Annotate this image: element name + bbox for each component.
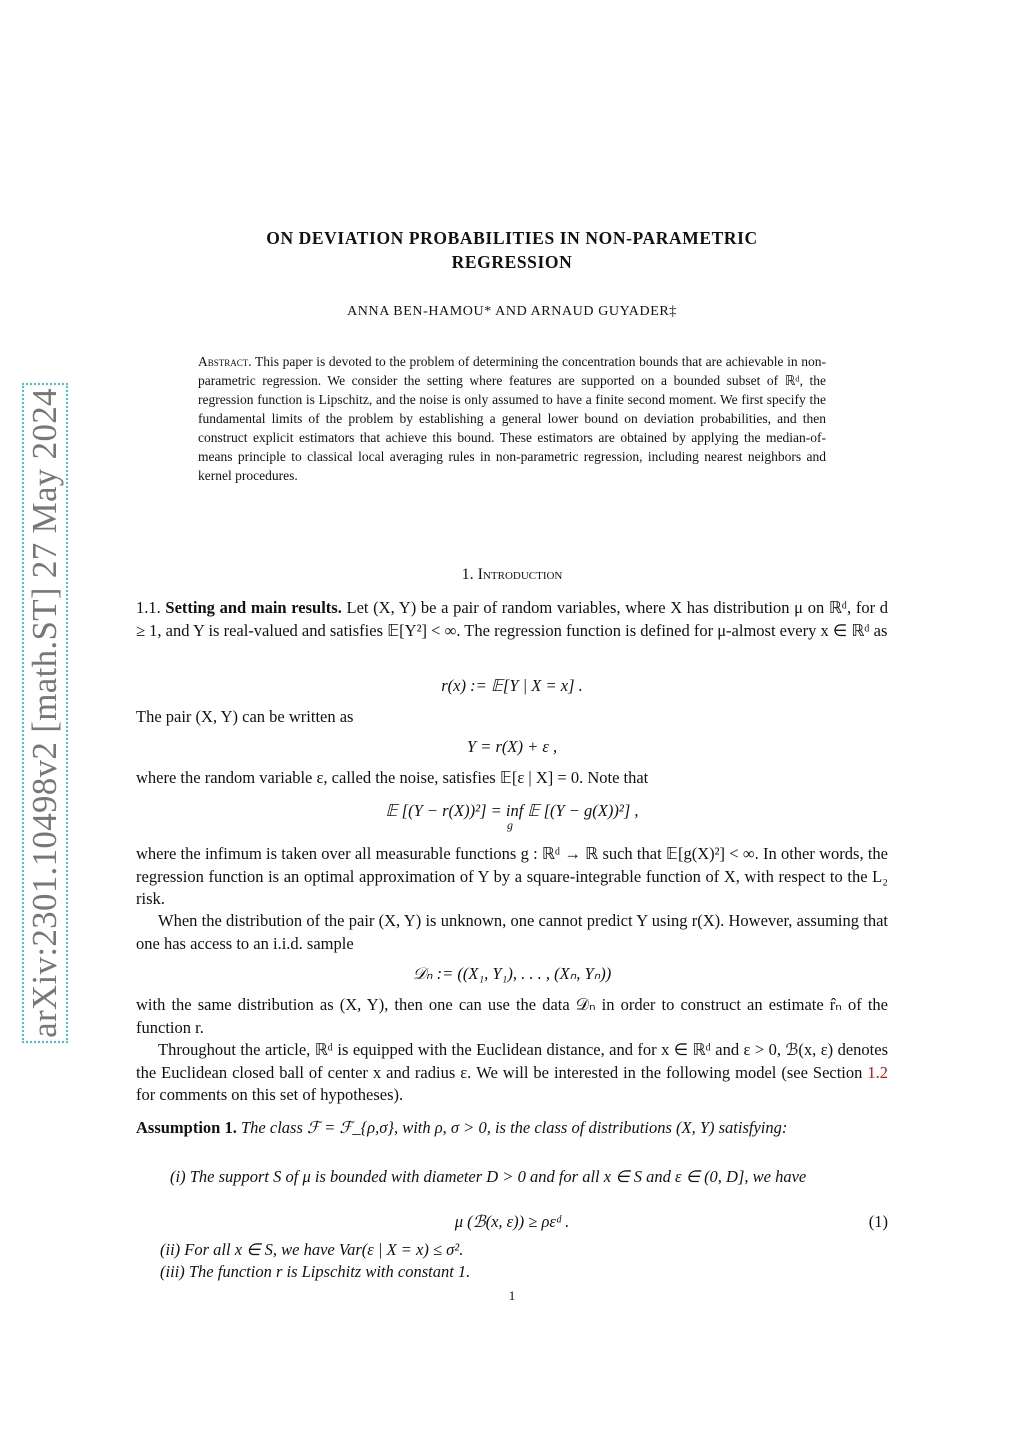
paragraph-7-text-end: for comments on this set of hypotheses). [136, 1085, 404, 1104]
abstract-text: This paper is devoted to the problem of determining the concentration bounds that are achievable in non-parametric regression. We consider the setting where features are supported on a bounded subset of ℝᵈ, the regression function is Lipschitz, and the noise is only assumed to have a finite second moment. We first specify the fundamental limits of the problem by establishing a general lower bound on deviation probabilities, and then construct explicit estimators that achieve this bound. These estimators are obtained by applying the median-of-means principle to classical local averaging rules in non-parametric regression, including nearest neighbors and kernel procedures. [198, 354, 826, 483]
assumption-text: The class ℱ = ℱ_{ρ,σ}, with ρ, σ > 0, is the class of distributions (X, Y) satisfying: [241, 1118, 788, 1137]
paragraph-4: where the infimum is taken over all measurable functions g : ℝᵈ → ℝ such that 𝔼[g(X)²] < ∞. In other words, the regression function is an optimal approximation of Y by a square-integrable function of X, with respect to the L₂ risk. [136, 844, 888, 908]
equation-sample: 𝒟ₙ := ((X₁, Y₁), . . . , (Xₙ, Yₙ)) [412, 964, 612, 983]
equation-number-1: (1) [868, 1212, 888, 1231]
authors: ANNA BEN-HAMOU* AND ARNAUD GUYADER‡ [347, 304, 677, 319]
assumption-label: Assumption 1. [136, 1118, 237, 1137]
equation-model: Y = r(X) + ε , [466, 737, 558, 756]
title-line-2: REGRESSION [451, 252, 573, 272]
subsection-number: 1.1. [136, 598, 161, 617]
equation-regression: r(x) := 𝔼[Y | X = x] . [441, 676, 583, 695]
paragraph-3: where the random variable ε, called the noise, satisfies 𝔼[ε | X] = 0. Note that [136, 768, 649, 787]
paragraph-5: When the distribution of the pair (X, Y) is unknown, one cannot predict Y using r(X). However, assuming that one has access to an i.i.d. sample [136, 911, 888, 953]
assumption-1 [136, 1117, 888, 1140]
assumption-item-i: (i) The support S of μ is bounded with diameter D > 0 and for all x ∈ S and ε ∈ (0, D], we have [170, 1167, 807, 1186]
abstract-label: Abstract. [198, 354, 252, 369]
paragraph-2: The pair (X, Y) can be written as [136, 707, 354, 726]
assumption-item-iii: (iii) The function r is Lipschitz with constant 1. [160, 1262, 471, 1281]
subsection-title: Setting and main results. [165, 598, 342, 617]
title-line-1: ON DEVIATION PROBABILITIES IN NON-PARAMETRIC [266, 228, 758, 248]
equation-infimum-text: 𝔼 [(Y − r(X))²] = inf 𝔼 [(Y − g(X))²] , [385, 801, 639, 820]
page-number: 1 [508, 1288, 516, 1303]
paper-title [136, 226, 888, 274]
paragraph-1 [136, 597, 888, 642]
section-title: 1. Introduction [461, 566, 563, 583]
arxiv-stamp [22, 383, 68, 1043]
equation-mu: μ (ℬ(x, ε)) ≥ ρεᵈ . [454, 1212, 570, 1231]
arxiv-stamp-text: arXiv:2301.10498v2 [math.ST] 27 May 2024 [25, 388, 64, 1038]
paragraph-6: with the same distribution as (X, Y), then one can use the data 𝒟ₙ in order to construct an estimate r̂ₙ of the function r. [136, 995, 888, 1037]
assumption-item-ii: (ii) For all x ∈ S, we have Var(ε | X = x) ≤ σ². [160, 1240, 464, 1259]
paragraph-7 [136, 1039, 888, 1107]
section-reference-link[interactable]: 1.2 [867, 1062, 888, 1082]
abstract [198, 352, 826, 485]
equation-infimum-subscript: g [507, 818, 513, 832]
paragraph-1-text: Let (X, Y) be a pair of random variables, where X has distribution μ on ℝᵈ, for d ≥ 1, and Y is real-valued and satisfies 𝔼[Y²] < ∞. The regression function is defined for μ-almost every x ∈ ℝᵈ as [136, 598, 889, 640]
paragraph-7-text: Throughout the article, ℝᵈ is equipped with the Euclidean distance, and for x ∈ ℝᵈ and ε > 0, ℬ(x, ε) denotes the Euclidean closed ball of center x and radius ε. We will be interested in the following model (see Section [136, 1040, 888, 1082]
